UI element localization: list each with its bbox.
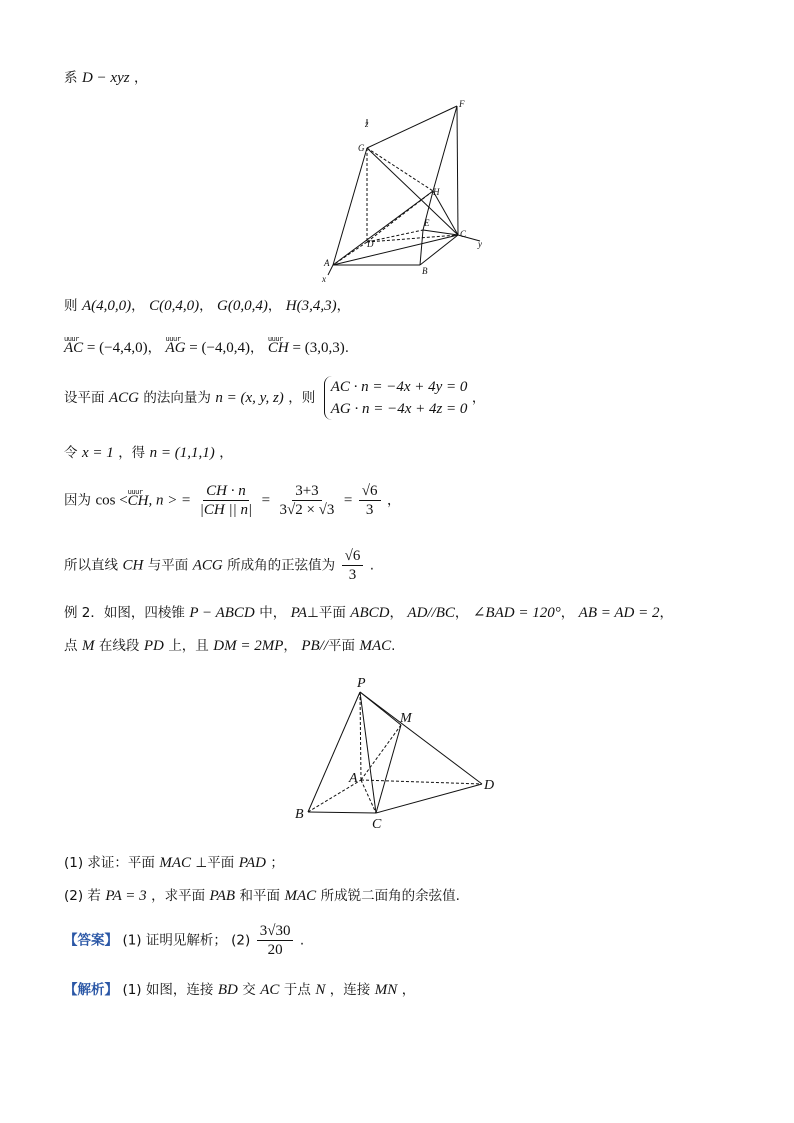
text: 令 <box>64 445 78 461</box>
text: ，得 <box>118 445 146 461</box>
text: (1) 求证：平面 <box>64 855 155 871</box>
text: 点 <box>64 638 78 654</box>
label-d: D <box>484 778 495 793</box>
math: MAC <box>359 638 392 654</box>
math: AB = AD = 2 <box>578 605 660 621</box>
math: ACG <box>108 390 139 406</box>
math: n = (x, y, z) <box>215 390 284 406</box>
text: ， <box>147 340 162 356</box>
solution-line <box>64 980 415 1000</box>
math: PD <box>143 638 164 654</box>
vector-ac: uuur AC <box>64 338 83 358</box>
label-a: A <box>324 258 330 268</box>
text: 所以直线 <box>64 557 118 574</box>
text: ， <box>401 982 416 998</box>
text: ， <box>336 298 351 314</box>
math: PAB <box>209 888 236 904</box>
denominator: |CH || n| <box>199 502 253 518</box>
math: G(0,0,4) <box>217 298 268 314</box>
text: (1) 如图，连接 <box>122 982 214 998</box>
text: ， <box>386 492 401 509</box>
text: . <box>344 340 350 356</box>
text: 中， <box>259 605 287 621</box>
math: MAC <box>159 855 192 871</box>
label-x: x <box>322 274 326 284</box>
text: ， <box>560 605 575 621</box>
denominator: 20 <box>267 942 283 958</box>
text-line-let-x <box>64 443 233 463</box>
label-z: z <box>365 119 369 129</box>
text: ； <box>270 855 284 871</box>
label-e: E <box>424 218 430 228</box>
math: A(4,0,0) <box>81 298 132 314</box>
text-line-system <box>64 68 148 88</box>
text: ⊥平面 <box>195 855 235 871</box>
text: 在线段 <box>98 638 140 654</box>
math: = <box>181 492 191 509</box>
question-2 <box>64 886 460 906</box>
math: ACG <box>192 557 223 574</box>
math: = <box>343 492 353 509</box>
math: = <box>261 492 271 509</box>
text: ， <box>659 605 673 621</box>
label-d: D <box>367 239 374 249</box>
math: PA <box>290 605 308 621</box>
answer-tag: 【答案】 <box>64 932 118 949</box>
text: ，则 <box>288 390 316 406</box>
text: . <box>391 638 396 654</box>
math: AC <box>260 982 280 998</box>
math: DM = 2MP <box>213 638 284 654</box>
text: 于点 <box>283 982 311 998</box>
text: 设平面 <box>64 390 105 406</box>
label-p: P <box>357 676 366 691</box>
fraction <box>197 482 255 519</box>
numerator: √6 <box>359 482 381 501</box>
math: = (3,0,3) <box>288 340 345 356</box>
answer-line <box>64 922 304 959</box>
label-f: F <box>459 99 465 109</box>
math: N <box>315 982 326 998</box>
equation-system <box>324 376 468 420</box>
text: ， <box>389 605 403 621</box>
text: ， <box>199 298 213 314</box>
figure-1-prism <box>310 95 500 287</box>
numerator: CH · n <box>203 482 249 501</box>
text: 平面 <box>328 638 355 654</box>
math: PAD <box>238 855 266 871</box>
equation-2: AG · n = −4x + 4z = 0 <box>330 401 468 417</box>
text: 则 <box>64 298 78 314</box>
text: 系 <box>64 70 78 86</box>
text: 与平面 <box>147 557 189 574</box>
text-line-vectors <box>64 338 349 358</box>
label-c: C <box>460 229 467 239</box>
math: = (−4,0,4) <box>185 340 250 356</box>
numerator: 3√30 <box>257 922 294 941</box>
label-g: G <box>358 143 365 153</box>
math: MAC <box>284 888 317 904</box>
text-line-example-2 <box>64 603 673 623</box>
text-line-point-m <box>64 636 395 656</box>
equation-1: AC · n = −4x + 4y = 0 <box>330 379 468 395</box>
text: ， <box>249 340 264 356</box>
math: x = 1 <box>81 445 114 461</box>
math: CH <box>122 557 144 574</box>
label-b: B <box>295 807 304 822</box>
question-1 <box>64 853 284 873</box>
vector-ch: uuur CH <box>128 491 149 511</box>
label-m: M <box>400 711 412 726</box>
math: D − xyz <box>81 70 130 86</box>
text: 的法向量为 <box>143 390 211 406</box>
math: AD//BC <box>407 605 455 621</box>
denominator: 3 <box>348 567 357 583</box>
text: (1) 证明见解析； (2) <box>122 932 251 949</box>
math: ∠BAD = 120° <box>472 605 561 621</box>
text: ，连接 <box>329 982 371 998</box>
text-line-normal-vector <box>64 373 485 423</box>
text: ， <box>471 390 486 406</box>
solution-tag: 【解析】 <box>64 982 118 998</box>
text: 所成锐二面角的余弦值. <box>320 888 460 904</box>
math: = (−4,4,0) <box>83 340 148 356</box>
fraction <box>359 482 381 519</box>
label-a: A <box>349 771 358 786</box>
text: . <box>369 557 375 574</box>
denominator: 3√2 × √3 <box>279 502 335 518</box>
text: . <box>299 932 305 949</box>
numerator: √6 <box>342 547 364 566</box>
math: PB// <box>301 638 328 654</box>
denominator: 3 <box>365 502 374 518</box>
math: PA = 3 <box>105 888 147 904</box>
text: ， <box>131 298 145 314</box>
text: 和平面 <box>239 888 281 904</box>
vector-ag: uuur AG <box>166 338 186 358</box>
text-line-points <box>64 296 350 316</box>
math: M <box>81 638 95 654</box>
text: 所成角的正弦值为 <box>227 557 336 574</box>
text: 例 2．如图，四棱锥 <box>64 605 185 621</box>
label-c: C <box>372 817 382 832</box>
vector-ch: uuur CH <box>268 338 289 358</box>
fraction <box>342 547 364 584</box>
label-y: y <box>478 239 482 249</box>
label-b: B <box>422 266 428 276</box>
text: 因为 <box>64 492 91 509</box>
text-line-cosine <box>64 482 400 519</box>
math: BD <box>217 982 238 998</box>
text: ，求平面 <box>151 888 206 904</box>
math: MN <box>374 982 398 998</box>
math: ABCD <box>350 605 390 621</box>
math: n = (1,1,1) <box>149 445 215 461</box>
label-h: H <box>433 187 440 197</box>
text-line-sine-result <box>64 547 374 584</box>
numerator: 3+3 <box>292 482 321 501</box>
text: (2) 若 <box>64 888 101 904</box>
math: P − ABCD <box>189 605 255 621</box>
figure-2-pyramid <box>290 672 510 832</box>
math: cos < <box>95 492 128 509</box>
text: ⊥平面 <box>307 605 346 621</box>
fraction <box>257 922 294 959</box>
text: 交 <box>242 982 256 998</box>
text: ， <box>134 70 148 86</box>
text: ， <box>219 445 233 461</box>
math: C(0,4,0) <box>149 298 200 314</box>
text: ， <box>283 638 297 654</box>
math: H(3,4,3) <box>285 298 337 314</box>
text: 上，且 <box>168 638 209 654</box>
math: , n > <box>148 492 178 509</box>
text: ， <box>267 298 282 314</box>
fraction <box>276 482 337 519</box>
text: ， <box>454 605 469 621</box>
